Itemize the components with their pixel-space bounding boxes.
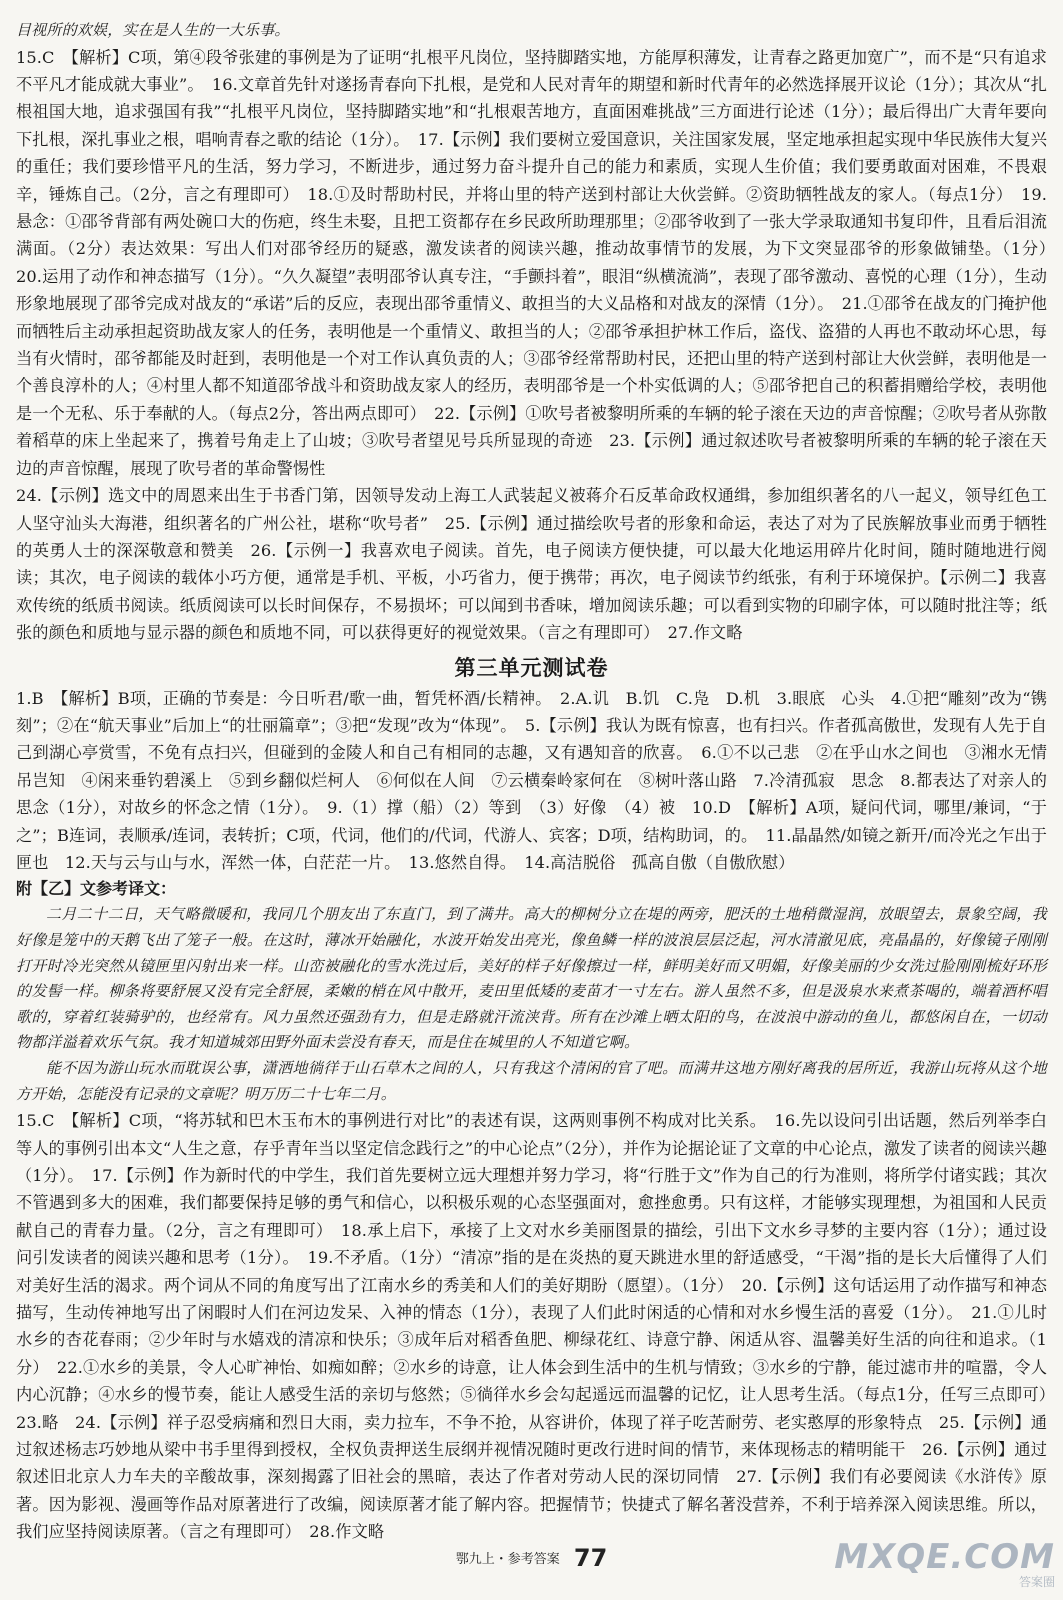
watermark-subtext: 答案圈 bbox=[1018, 1575, 1055, 1589]
translation-para-1: 二月二十二日，天气略微暖和，我同几个朋友出了东直门，到了满井。高大的柳树分立在堤的两旁，肥沃的土地稍微湿润，放眼望去，景象空阔，我好像是笼中的天鹅飞出了笼子一般。在这时，薄冰开始融化，水波开始发出亮光，像鱼鳞一样的波浪层层泛起，河水清澈见底，亮晶晶的，好像镜子刚刚打开时冷光突然从镜匣里闪射出来一样。山峦被融化的雪水洗过后，美好的样子好像擦过一样，鲜明美好而又明媚，好像美丽的少女洗过脸刚刚梳好环形的发髻一样。柳条将要舒展又没有完全舒展，柔嫩的梢在风中散开，麦田里低矮的麦苗才一寸左右。游人虽然不多，但是汲泉水来煮茶喝的，端着酒杯唱歌的，穿着红装骑驴的，也经常有。风力虽然还强劲有力，但是走路就汗流浃背。所有在沙滩上晒太阳的鸟，在波浪中游动的鱼儿，都悠闲自在，一切动物都洋溢着欢乐气氛。我才知道城郊田野外面未尝没有春天，而是住在城里的人不知道它啊。 bbox=[16, 905, 1047, 1052]
watermark-logo bbox=[834, 1537, 1055, 1590]
translation-heading: 附【乙】文参考译文： bbox=[16, 879, 177, 899]
answer-para-unit3-b: 15.C 【解析】C项，“将苏轼和巴木玉布木的事例进行对比”的表述有误，这两则事例不构成对比关系。 16.先以设问引出话题，然后列举李白等人的事例引出本文“人生之意，存乎青年当以坚定信念践行之”的中心论点”（2分），并作为论据论证了文章的中心论点，激发了读者的阅读兴趣（1分）。 17.【示例】作为新时代的中学生，我们首先要树立远大理想并努力学习，将“行胜于文”作为自己的行为准则，将所学付诸实践；其次不管遇到多大的困难，我们都要保持足够的勇气和信心，以积极乐观的心态坚强面对，愈挫愈勇。只有这样，才能够实现理想，为祖国和人民贡献自己的青春力量。（2分，言之有理即可） 18.承上启下，承接了上文对水乡美丽图景的描绘，引出下文水乡寻梦的主要内容（1分）；通过设问引发读者的阅读兴趣和思考（1分）。 19.不矛盾。（1分）“清凉”指的是在炎热的夏天跳进水里的舒适感受，“干渴”指的是长大后懂得了人们对美好生活的渴求。两个词从不同的角度写出了江南水乡的秀美和人们的美好期盼（愿望）。（1分） 20.【示例】这句话运用了动作描写和神态描写，生动传神地写出了闲暇时人们在河边发呆、入神的情态（1分），表现了人们此时闲适的心情和对水乡慢生活的喜爱（1分）。 21.①儿时水乡的杏花春雨；②少年时与水嬉戏的清凉和快乐；③成年后对稻香鱼肥、柳绿花红、诗意宁静、闲适从容、温馨美好生活的向往和追求。（1分） 22.①水乡的美景，令人心旷神怡、如痴如醉；②水乡的诗意，让人体会到生活中的生机与情致；③水乡的宁静，能过滤市井的喧嚣，令人内心沉静；④水乡的慢节奏，能让人感受生活的亲切与悠然；⑤徜徉水乡会勾起遥远而温馨的记忆，让人思考生活。（每点1分，任写三点即可） 23.略 24.【示例】祥子忍受病痛和烈日大雨，卖力拉车，不争不抢，从容讲价，体现了祥子吃苦耐劳、老实憨厚的形象特点 25.【示例】通过叙述杨志巧妙地从梁中书手里得到授权，全权负责押送生辰纲并视情况随时更改行进时间的情节，来体现杨志的精明能干 26.【示例】通过叙述旧北京人力车夫的辛酸故事，深刻揭露了旧社会的黑暗，表达了作者对劳动人民的深切同情 27.【示例】我们有必要阅读《水浒传》原著。因为影视、漫画等作品对原著进行了改编，阅读原著才能了解内容。把握情节；快捷式了解名著没营养，不利于培养深入阅读思维。所以，我们应坚持阅读原著。（言之有理即可） 28.作文略 bbox=[16, 1111, 1063, 1542]
answer-para-carryover: 目视所的欢娱，实在是人生的一大乐事。 bbox=[16, 21, 290, 39]
section-title-unit3: 第三单元测试卷 bbox=[454, 655, 609, 680]
answer-para-unit3-a: 1.B 【解析】B项，正确的节奏是：今日听君/歌一曲，暂凭杯酒/长精神。 2.A.讥 B.饥 C.凫 D.机 3.眼底 心头 4.①把“雕刻”改为“镌刻”；②在“航天事业”后加上“的壮丽篇章”；③把“发现”改为“体现”。 5.【示例】我认为既有惊喜，也有扫兴。作者孤高傲世，发现有人先于自己到湖心亭赏雪，不免有点扫兴，但碰到的金陵人和自己有相同的志趣，又有遇知音的欣喜。 6.①不以己悲 ②在乎山水之间也 ③湘水无情吊岂知 ④闲来垂钓碧溪上 ⑤到乡翻似烂柯人 ⑥何似在人间 ⑦云横秦岭家何在 ⑧树叶落山路 7.冷清孤寂 思念 8.都表达了对亲人的思念（1分），对故乡的怀念之情（1分）。 9.（1）撑（船）（2）等到 （3）好像 （4）被 10.D 【解析】A项，疑问代词，哪里/兼词，“于之”；B连词，表顺承/连词，表转折；C项，代词，他们的/代词，代游人、宾客；D项，结构助词，的。 11.晶晶然/如镜之新开/而冷光之乍出于匣也 12.天与云与山与水，浑然一体，白茫茫一片。 13.悠然自得。 14.高洁脱俗 孤高自傲（自傲欣慰） bbox=[16, 688, 1047, 872]
footer-label: 鄂九上・参考答案 bbox=[455, 1552, 560, 1567]
translation-para-2: 能不因为游山玩水而耽误公事，潇洒地徜徉于山石草木之间的人，只有我这个清闲的官了吧。而满井这地方刚好离我的居所近，我游山玩将从这个地方开始，怎能没有记录的文章呢？明万历二十七年二月。 bbox=[16, 1058, 1047, 1103]
page-number: 77 bbox=[573, 1544, 608, 1572]
answer-page bbox=[16, 18, 1063, 1548]
answer-para-unit2-b: 24.【示例】选文中的周恩来出生于书香门第，因领导发动上海工人武装起义被蒋介石反革命政权通缉，参加组织著名的八一起义，领导红色工人坚守汕头大海港，组织著名的广州公社，堪称“吹号者” 25.【示例】通过描绘吹号者的形象和命运，表达了对为了民族解放事业而勇于牺牲的英勇人士的深深敬意和赞美 26.【示例一】我喜欢电子阅读。首先，电子阅读方便快捷，可以最大化地运用碎片化时间，随时随地进行阅读；其次，电子阅读的载体小巧方便，通常是手机、平板，小巧省力，便于携带；再次，电子阅读节约纸张，有利于环境保护。【示例二】我喜欢传统的纸质书阅读。纸质阅读可以长时间保存，不易损坏；可以闻到书香味，增加阅读乐趣；可以看到实物的印刷字体，可以随时批注等；纸张的颜色和质地与显示器的颜色和质地不同，可以获得更好的视觉效果。（言之有理即可） 27.作文略 bbox=[16, 486, 1047, 643]
answer-para-unit2-a: 15.C 【解析】C项，第④段爷张建的事例是为了证明“扎根平凡岗位，坚持脚踏实地，方能厚积薄发，让青春之路更加宽广”，而不是“只有追求不平凡才能成就大事业”。 16.文章首先针对遂扬青春向下扎根，是党和人民对青年的期望和新时代青年的必然选择展开议论（1分）；其次从“扎根祖国大地，追求强国有我”“扎根平凡岗位，坚持脚踏实地”和“扎根艰苦地方，直面困难挑战”三方面进行论述（1分）；最后得出广大青年要向下扎根，深扎事业之根，唱响青春之歌的结论（1分）。 17.【示例】我们要树立爱国意识，关注国家发展，坚定地承担起实现中华民族伟大复兴的重任；我们要珍惜平凡的生活，努力学习，不断进步，通过努力奋斗提升自己的能力和素质，实现人生价值；我们要勇敢面对困难，不畏艰辛，锤炼自己。（2分，言之有理即可） 18.①及时帮助村民，并将山里的特产送到村部让大伙尝鲜。②资助牺牲战友的家人。（每点1分） 19.悬念：①邵爷背部有两处碗口大的伤疤，终生未娶，且把工资都存在乡民政所助理那里；②邵爷收到了一张大学录取通知书复印件，且看后泪流满面。（2分）表达效果：写出人们对邵爷经历的疑惑，激发读者的阅读兴趣，推动故事情节的发展，为下文突显邵爷的形象做铺垫。（1分） 20.运用了动作和神态描写（1分）。“久久凝望”表明邵爷认真专注，“手颤抖着”，眼泪“纵横流淌”，表现了邵爷激动、喜悦的心理（1分），生动形象地展现了邵爷完成对战友的“承诺”后的反应，表现出邵爷重情义、敢担当的大义品格和对战友的深情（1分）。 21.①邵爷在战友的门掩护他而牺牲后主动承担起资助战友家人的任务，表明他是一个重情义、敢担当的人；②邵爷承担护林工作后，盗伐、盗猎的人再也不敢动坏心思，每当有火情时，邵爷都能及时赶到，表明他是一个对工作认真负责的人；③邵爷经常帮助村民，还把山里的特产送到村部让大伙尝鲜，表明他是一个善良淳朴的人；④村里人都不知道邵爷战斗和资助战友家人的经历，表明邵爷是一个朴实低调的人；⑤邵爷把自己的积蓄捐赠给学校，表明他是一个无私、乐于奉献的人。（每点2分，答出两点即可） 22.【示例】①吹号者被黎明所乘的车辆的轮子滚在天边的声音惊醒；②吹号者从弥散着稻草的床上坐起来了，携着号角走上了山坡；③吹号者望见号兵所显现的奇迹 23.【示例】通过叙述吹号者被黎明所乘的车辆的轮子滚在天边的声音惊醒，展现了吹号者的革命警惕性 bbox=[16, 47, 1063, 478]
watermark-text: MXQE.COM bbox=[834, 1537, 1055, 1577]
